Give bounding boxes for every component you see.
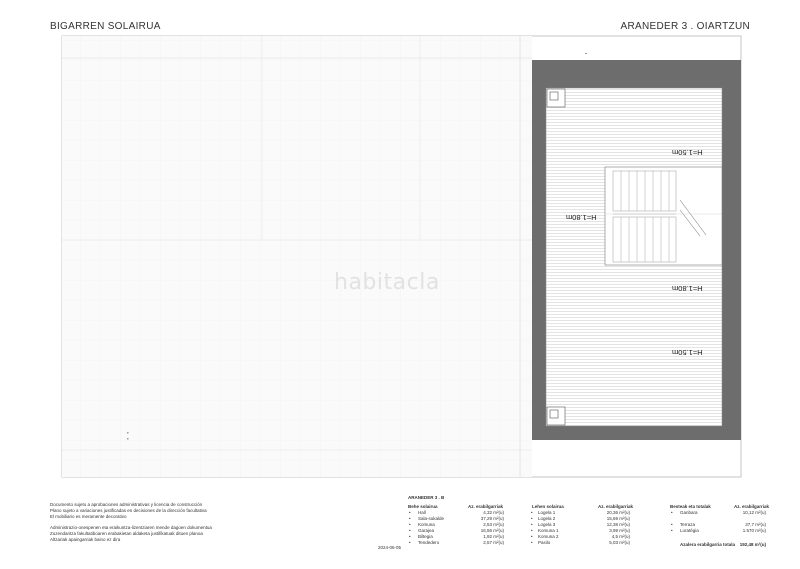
- room-area: 37,29 m²(u): [480, 516, 504, 521]
- row-bullet: •: [531, 534, 533, 539]
- col1-header: Behe solairua: [408, 504, 438, 509]
- watermark: habitacla: [334, 270, 440, 295]
- room-area: 2,53 m²(u): [483, 522, 504, 527]
- room-area: 1.570 m²(u): [742, 528, 766, 533]
- row-bullet: •: [671, 528, 673, 533]
- total-value: 192,48 m²(u): [739, 542, 766, 547]
- room-name: Pasilo: [538, 540, 551, 545]
- plan-title: BIGARREN SOLAIRUA: [50, 21, 161, 32]
- room-area: 4,5 m²(u): [611, 534, 630, 539]
- col2-header: Lehen solairua: [532, 504, 564, 509]
- note-es-3: El mobiliario es meramente decorativo: [50, 514, 127, 519]
- room-area: 37,7 m²(u): [745, 522, 766, 527]
- col3-header: Besteak eta totalak: [670, 504, 711, 509]
- height-label: H=1.80m: [672, 284, 703, 293]
- height-label: H=1.50m: [672, 348, 703, 357]
- roof-surface: [62, 36, 532, 477]
- project-address: ARANEDER 3 . OIARTZUN: [620, 21, 750, 32]
- room-name: Loratégia: [680, 528, 699, 533]
- room-area: 3,99 m²(u): [609, 528, 630, 533]
- row-bullet: •: [409, 510, 411, 515]
- height-label: H=1.80m: [566, 213, 597, 222]
- room-name: Hall: [418, 510, 426, 515]
- row-bullet: •: [671, 510, 673, 515]
- room-name: Komuna 2: [538, 534, 559, 539]
- row-bullet: •: [671, 522, 673, 527]
- note-eu-2: Zuzendaritza fakultatiboaren erabakietan aldaketa justifikatuak dituen planoa: [50, 531, 203, 536]
- room-area: 1,92 m²(u): [483, 534, 504, 539]
- note-es-1: Documento sujeto a aprobaciones administrativas y licencia de construcción: [50, 502, 203, 507]
- row-bullet: •: [409, 528, 411, 533]
- note-eu-1: Administrazio-onespenen eta eraikuntza-lizentziaren mende dagoen dokumentua: [50, 525, 212, 530]
- room-name: Biltegia: [418, 534, 433, 539]
- col1-area-header: Az. erabilgarriak: [468, 504, 504, 509]
- table-title: ARANEDER 3 . B: [408, 495, 445, 500]
- room-area: 16,56 m²(u): [480, 528, 504, 533]
- room-area: 15,69 m²(u): [606, 516, 630, 521]
- room-name: Tendedero: [418, 540, 440, 545]
- room-name: Terraza: [680, 522, 696, 527]
- row-bullet: •: [531, 510, 533, 515]
- stair-opening: [605, 167, 722, 265]
- row-bullet: •: [409, 534, 411, 539]
- row-bullet: •: [531, 540, 533, 545]
- row-bullet: •: [409, 522, 411, 527]
- row-bullet: •: [531, 516, 533, 521]
- room-name: Sala-sukalde: [418, 516, 445, 521]
- room-name: Logela 1: [538, 510, 556, 515]
- note-eu-3: Altzariak apaingarriak baino ez dira: [50, 537, 121, 542]
- room-name: Logela 3: [538, 522, 556, 527]
- room-name: Ganbara: [680, 510, 698, 515]
- height-label: H=1.50m: [672, 148, 703, 157]
- room-area: 4,32 m²(u): [483, 510, 504, 515]
- room-area: 20,36 m²(u): [606, 510, 630, 515]
- row-bullet: •: [531, 522, 533, 527]
- note-es-2: Plano sujeto a variaciones justificadas en decisiones de la dirección facultativa: [50, 508, 207, 513]
- row-bullet: •: [409, 540, 411, 545]
- room-name: Komuna: [418, 522, 435, 527]
- room-name: Garajea: [418, 528, 435, 533]
- room-name: Komuna 1: [538, 528, 559, 533]
- room-name: Logela 2: [538, 516, 556, 521]
- room-area: 12,38 m²(u): [606, 522, 630, 527]
- row-bullet: •: [531, 528, 533, 533]
- col3-area-header: Az. erabilgarriak: [734, 504, 770, 509]
- room-area: 2,57 m²(u): [483, 540, 504, 545]
- plan-date: 2024-06-05: [378, 545, 402, 550]
- col2-area-header: Az. erabilgarriak: [598, 504, 634, 509]
- room-area: 5,03 m²(u): [609, 540, 630, 545]
- row-bullet: •: [409, 516, 411, 521]
- total-label: Azalera erabilgarria totala: [680, 542, 736, 547]
- room-area: 10,12 m²(u): [742, 510, 766, 515]
